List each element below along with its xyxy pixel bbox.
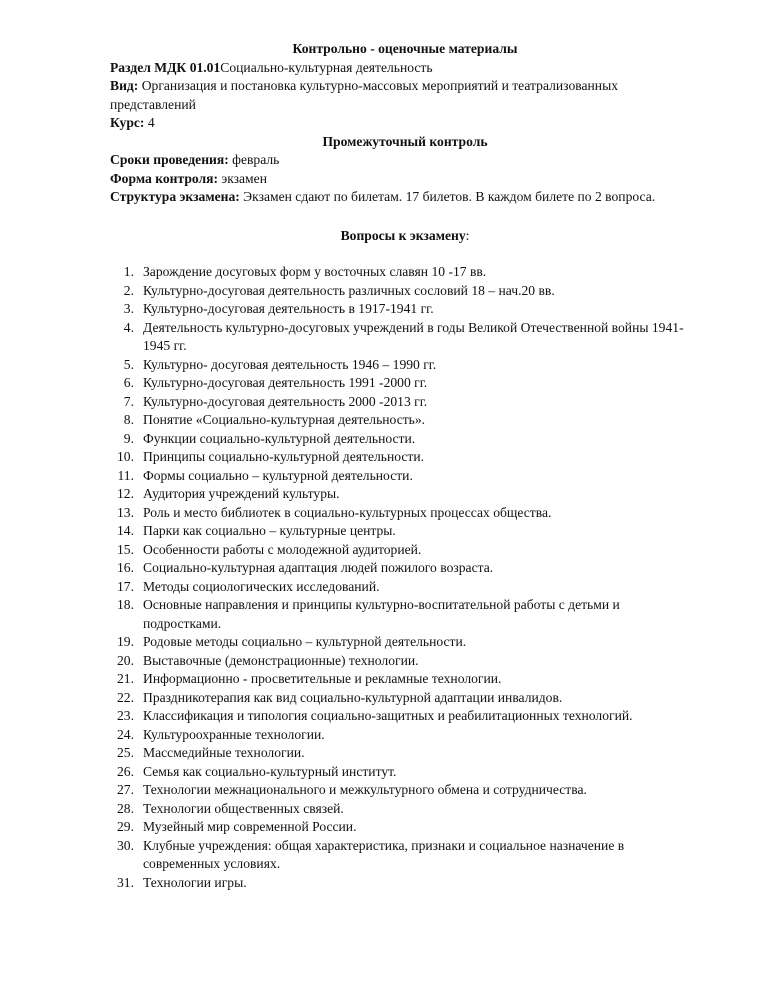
course-label: Курс: — [110, 115, 145, 130]
question-item — [110, 652, 700, 671]
question-number: 6. — [123, 375, 134, 390]
question-number: 18. — [117, 597, 134, 612]
questions-title — [110, 227, 700, 246]
question-text: Культурно-досуговая деятельность различных сословий 18 – нач.20 вв. — [143, 282, 555, 298]
question-text: Семья как социально-культурный институт. — [143, 763, 397, 779]
question-item — [110, 356, 700, 375]
question-item — [110, 300, 700, 319]
question-item — [110, 578, 700, 597]
question-item — [110, 263, 700, 282]
structure-line — [110, 188, 700, 207]
question-text: Особенности работы с молодежной аудиторией. — [143, 541, 422, 557]
question-number: 9. — [123, 430, 134, 446]
question-text: Технологии общественных связей. — [143, 800, 344, 816]
question-text: Выставочные (демонстрационные) технологии. — [143, 652, 419, 668]
question-item — [110, 282, 700, 301]
question-item — [110, 522, 700, 541]
question-text: Аудитория учреждений культуры. — [143, 486, 340, 501]
question-text: Культурно-досуговая деятельность 1991 -2000 гг. — [143, 375, 428, 390]
question-number: 1. — [123, 264, 134, 279]
question-number: 23. — [117, 708, 134, 723]
question-number: 15. — [117, 541, 134, 557]
question-item — [110, 689, 700, 708]
question-item — [110, 781, 700, 800]
question-number: 31. — [117, 874, 134, 890]
question-number: 14. — [117, 523, 134, 538]
question-item — [110, 319, 700, 356]
question-number: 3. — [123, 301, 134, 316]
question-item — [110, 707, 700, 726]
question-text: Функции социально-культурной деятельности. — [143, 430, 416, 446]
question-text: Культуроохранные технологии. — [143, 726, 325, 742]
question-item — [110, 744, 700, 763]
question-text: Деятельность культурно-досуговых учреждений в годы Великой Отечественной войны 1941-1945 гг. — [143, 319, 684, 353]
question-item — [110, 467, 700, 486]
document-page — [110, 40, 700, 892]
question-number: 24. — [117, 726, 134, 742]
question-text: Информационно - просветительные и рекламные технологии. — [143, 671, 502, 686]
question-item — [110, 485, 700, 504]
question-text: Основные направления и принципы культурно-воспитательной работы с детьми и подростками. — [143, 597, 620, 631]
section-value: Социально-культурная деятельность — [220, 59, 433, 75]
question-item — [110, 837, 700, 874]
question-text: Технологии межнационального и межкультурного обмена и сотрудничества. — [143, 782, 587, 797]
question-item — [110, 541, 700, 560]
question-number: 30. — [117, 837, 134, 853]
question-text: Зарождение досуговых форм у восточных славян 10 -17 вв. — [143, 264, 487, 279]
question-item — [110, 411, 700, 430]
question-item — [110, 633, 700, 652]
question-number: 22. — [117, 689, 134, 705]
question-number: 25. — [117, 745, 134, 760]
question-number: 20. — [117, 652, 134, 668]
question-item — [110, 763, 700, 782]
question-item — [110, 596, 700, 633]
question-text: Культурно-досуговая деятельность 2000 -2013 гг. — [143, 393, 428, 409]
question-item — [110, 726, 700, 745]
question-text: Формы социально – культурной деятельности. — [143, 467, 413, 483]
timing-value: февраль — [228, 152, 280, 167]
question-item — [110, 874, 700, 893]
question-item — [110, 800, 700, 819]
question-text: Массмедийные технологии. — [143, 745, 305, 760]
question-number: 2. — [123, 282, 134, 298]
structure-value: Экзамен сдают по билетам. 17 билетов. В каждом билете по 2 вопроса. — [239, 189, 656, 204]
question-text: Культурно-досуговая деятельность в 1917-1941 гг. — [143, 301, 434, 316]
question-number: 28. — [117, 800, 134, 816]
spacer — [110, 207, 700, 227]
question-text: Классификация и типология социально-защитных и реабилитационных технологий. — [143, 708, 633, 723]
question-number: 13. — [117, 504, 134, 520]
timing-line — [110, 151, 700, 170]
section-line — [110, 59, 700, 78]
questions-title-text: Вопросы к экзамену — [340, 227, 466, 243]
question-number: 17. — [117, 578, 134, 594]
question-number: 11. — [117, 467, 134, 483]
question-text: Принципы социально-культурной деятельности. — [143, 449, 425, 464]
question-number: 12. — [117, 486, 134, 501]
question-number: 26. — [117, 763, 134, 779]
question-item — [110, 374, 700, 393]
question-text: Праздникотерапия как вид социально-культурной адаптации инвалидов. — [143, 689, 563, 705]
form-value: экзамен — [218, 170, 267, 186]
question-number: 10. — [117, 449, 134, 464]
timing-label: Сроки проведения: — [110, 152, 229, 167]
question-item — [110, 559, 700, 578]
control-title: Промежуточный контроль — [322, 133, 488, 149]
question-number: 19. — [117, 634, 134, 649]
type-value: Организация и постановка культурно-массовых мероприятий и театрализованных представлений — [110, 78, 619, 112]
question-item — [110, 430, 700, 449]
questions-list — [110, 263, 700, 892]
course-line — [110, 114, 700, 133]
form-label: Форма контроля: — [110, 170, 218, 186]
question-text: Музейный мир современной России. — [143, 819, 357, 834]
question-text: Социально-культурная адаптация людей пожилого возраста. — [143, 560, 494, 575]
question-item — [110, 393, 700, 412]
question-number: 29. — [117, 819, 134, 834]
question-item — [110, 818, 700, 837]
question-text: Роль и место библиотек в социально-культурных процессах общества. — [143, 504, 552, 520]
question-text: Методы социологических исследований. — [143, 578, 380, 594]
question-number: 8. — [123, 412, 134, 427]
question-item — [110, 504, 700, 523]
question-text: Понятие «Социально-культурная деятельность». — [143, 412, 426, 427]
question-text: Культурно- досуговая деятельность 1946 – 1990 гг. — [143, 356, 437, 372]
type-label: Вид: — [110, 78, 139, 93]
questions-title-colon: : — [465, 227, 470, 243]
question-text: Технологии игры. — [143, 874, 247, 890]
question-number: 21. — [117, 671, 134, 686]
course-value: 4 — [144, 115, 155, 130]
question-number: 16. — [117, 560, 134, 575]
question-number: 4. — [123, 319, 134, 335]
question-number: 7. — [123, 393, 134, 409]
section-label: Раздел МДК 01.01 — [110, 59, 221, 75]
question-text: Родовые методы социально – культурной деятельности. — [143, 634, 467, 649]
question-number: 5. — [123, 356, 134, 372]
document-title: Контрольно - оценочные материалы — [292, 41, 518, 56]
type-line — [110, 77, 700, 114]
question-number: 27. — [117, 782, 134, 797]
question-text: Парки как социально – культурные центры. — [143, 523, 396, 538]
question-item — [110, 448, 700, 467]
question-item — [110, 670, 700, 689]
structure-label: Структура экзамена: — [110, 189, 240, 204]
form-line — [110, 170, 700, 189]
question-text: Клубные учреждения: общая характеристика, признаки и социальное назначение в современных условиях. — [143, 837, 625, 871]
